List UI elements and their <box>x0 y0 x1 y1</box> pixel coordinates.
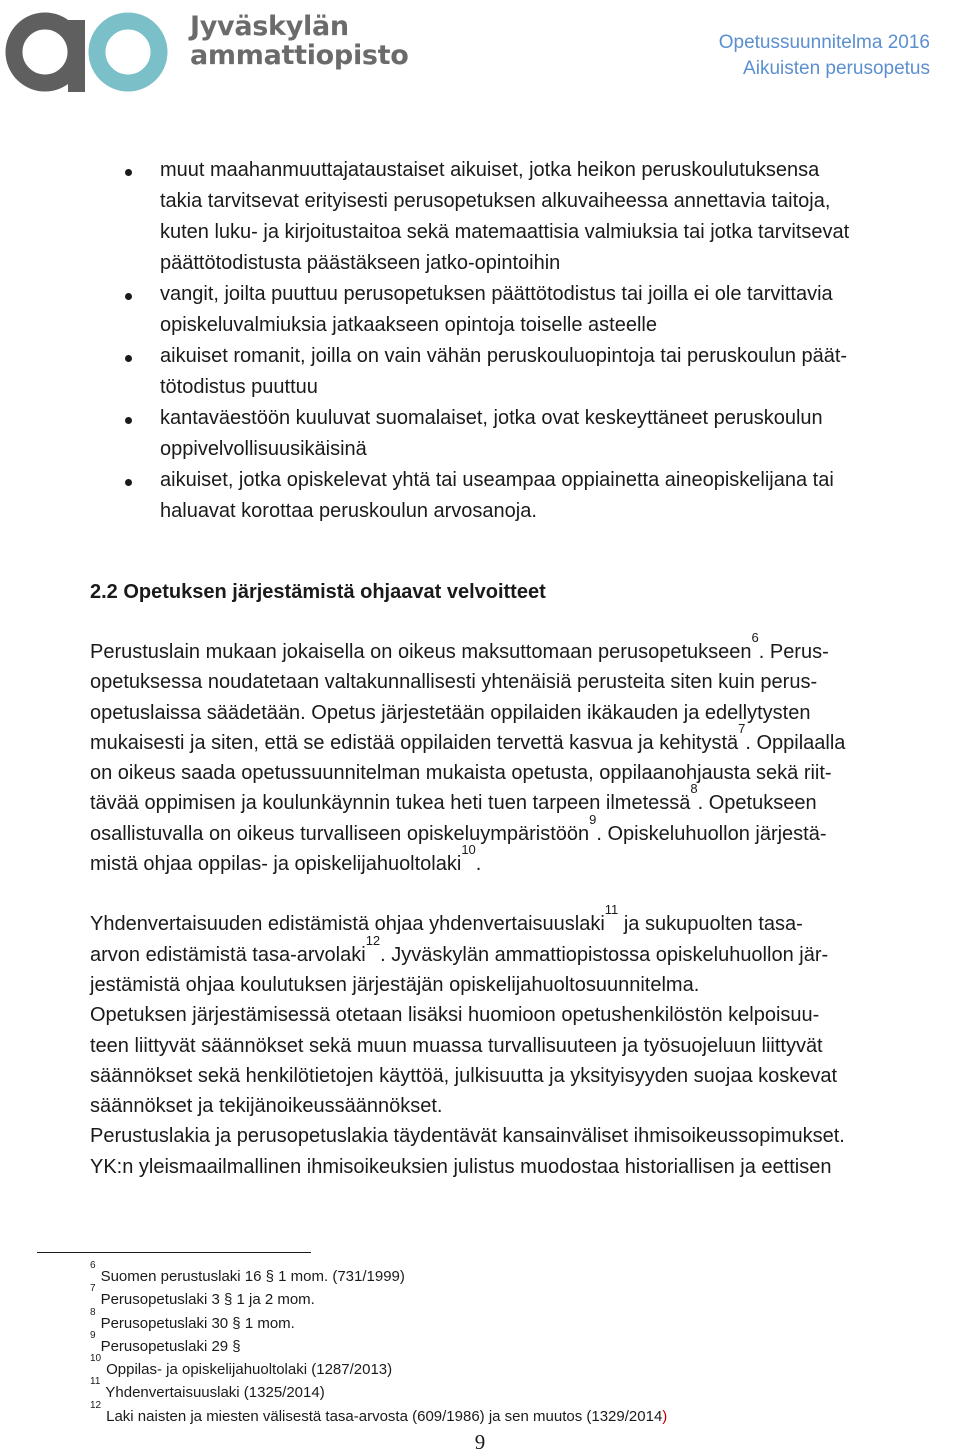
bullet-icon <box>125 417 132 424</box>
document-subtitle: Aikuisten perusopetus <box>743 58 930 79</box>
document-title: Opetussuunnitelma 2016 <box>718 32 930 53</box>
footnote-item: $^{12}$Laki naisten ja miesten välisestä tasa-arvosta (609/1986) ja sen muutos (1329/2014) <box>90 1399 668 1425</box>
footnote-ref[interactable]: 10 <box>461 842 476 858</box>
footnote-item: $^6$Suomen perustuslaki 16 § 1 mom. (731/1999) <box>90 1260 405 1285</box>
footnote-ref[interactable]: 12 <box>365 932 381 948</box>
list-item: vangit, joilta puuttuu perusopetuksen päättötodistus tai joilla ei ole tarvittavia opiskeluvalmiuksia jatkaakseen opintoja toiselle asteelle <box>90 279 935 341</box>
footnote-item: $^{10}$Oppilas- ja opiskelijahuoltolaki (1287/2013) <box>90 1353 393 1379</box>
list-item: kantaväestöön kuuluvat suomalaiset, jotka ovat keskeyttäneet peruskoulun oppivelvollisuusikäisinä <box>90 403 935 465</box>
paragraph-obligations: Perustuslain mukaan jokaisella on oikeus maksuttomaan perusopetukseen$^6$. Perus- opetuksessa noudatetaan valtakunnallisesti yhtenäisiä perusteita siten kuin perus- opetuslaissa säädetään. Opetus järjestetään oppilaiden ikäkauden ja edellytysten mukaisesti ja siten, että se edistää oppilaiden tervettä kasvua ja kehitystä$^7$. Oppilaalla on oikeus saada opetussuunnitelman mukaista opetusta, oppilaanohjausta sekä riit- tävää oppimisen ja koulunkäynnin tukea heti tuen tarpeen ilmetessä$^8$. Opetukseen osallistuvalla on oikeus turvalliseen opiskeluympäristöön$^9$. Opiskeluhuollon järjestä- mistä ohjaa oppilas- ja opiskelijahuoltolaki$^{10}$. <box>90 630 846 876</box>
list-item: aikuiset romanit, joilla on vain vähän peruskouluopintoja tai peruskoulun päät- tötodistus puuttuu <box>90 341 935 403</box>
footnote-separator <box>37 1252 311 1253</box>
section-heading: 2.2 Opetuksen järjestämistä ohjaavat velvoitteet <box>90 581 546 603</box>
document-title-block <box>719 30 930 82</box>
paragraph-equality: Yhdenvertaisuuden edistämistä ohjaa yhdenvertaisuuslaki$^{11}$ ja sukupuolten tasa- arvon edistämistä tasa-arvolaki$^{12}$. Jyväskylän ammattiopistossa opiskeluhuollon jär- jestämistä ohjaa koulutuksen järjestäjän opiskelijahuoltosuunnitelma. Opetuksen järjestämisessä otetaan lisäksi huomioon opetushenkilöstön kelpoisuu- teen liittyvät säännökset sekä muun muassa turvallisuuteen ja työsuojeluun liittyvät säännökset sekä henkilötietojen käyttöä, julkisuutta ja yksityisyyden suojaa koskevat säännökset ja tekijänoikeussäännökset. Perustuslakia ja perusopetuslakia täydentävät kansainväliset ihmisoikeussopimukset. YK:n yleismaailmallinen ihmisoikeuksien julistus muodostaa historiallisen ja eettisen <box>90 902 845 1178</box>
target-group-list <box>90 155 935 527</box>
footnote-ref[interactable]: 8 <box>690 781 698 797</box>
footnote-ref[interactable]: 7 <box>738 720 746 736</box>
list-item: aikuiset, jotka opiskelevat yhtä tai useampaa oppiainetta aineopiskelijana tai haluavat korottaa peruskoulun arvosanoja. <box>90 465 935 527</box>
logo-wordmark <box>190 12 409 70</box>
bullet-icon <box>125 355 132 362</box>
footnotes <box>90 1260 668 1428</box>
footnote-item: $^7$Perusopetuslaki 3 § 1 ja 2 mom. <box>90 1283 315 1309</box>
list-item: muut maahanmuuttajataustaiset aikuiset, jotka heikon peruskoulutuksensa takia tarvitsevat erityisesti perusopetuksen alkuvaiheessa annettavia taitoja, kuten luku- ja kirjoitustaitoa sekä matemaattisia valmiuksia tai jotka tarvitsevat päättötodistusta päästäkseen jatko-opintoihin <box>90 155 935 279</box>
footnote-ref[interactable]: 9 <box>589 811 597 827</box>
bullet-icon <box>125 479 132 486</box>
footnote-item: $^8$Perusopetuslaki 30 § 1 mom. <box>90 1306 295 1332</box>
page-header <box>0 0 960 110</box>
main-content <box>90 155 935 1182</box>
footnote-item: $^{11}$Yhdenvertaisuuslaki (1325/2014) <box>90 1376 325 1402</box>
logo-line-2: ammattiopisto <box>190 40 409 71</box>
bullet-icon <box>125 293 132 300</box>
footnote-item: $^9$Perusopetuslaki 29 § <box>90 1329 241 1355</box>
bullet-icon <box>125 169 132 176</box>
footnote-ref[interactable]: 11 <box>604 902 619 918</box>
footnote-ref[interactable]: 6 <box>751 630 759 645</box>
logo-line-1: Jyväskylän <box>190 11 349 42</box>
ao-logo-icon <box>0 0 180 100</box>
page-number: 9 <box>474 1430 486 1454</box>
